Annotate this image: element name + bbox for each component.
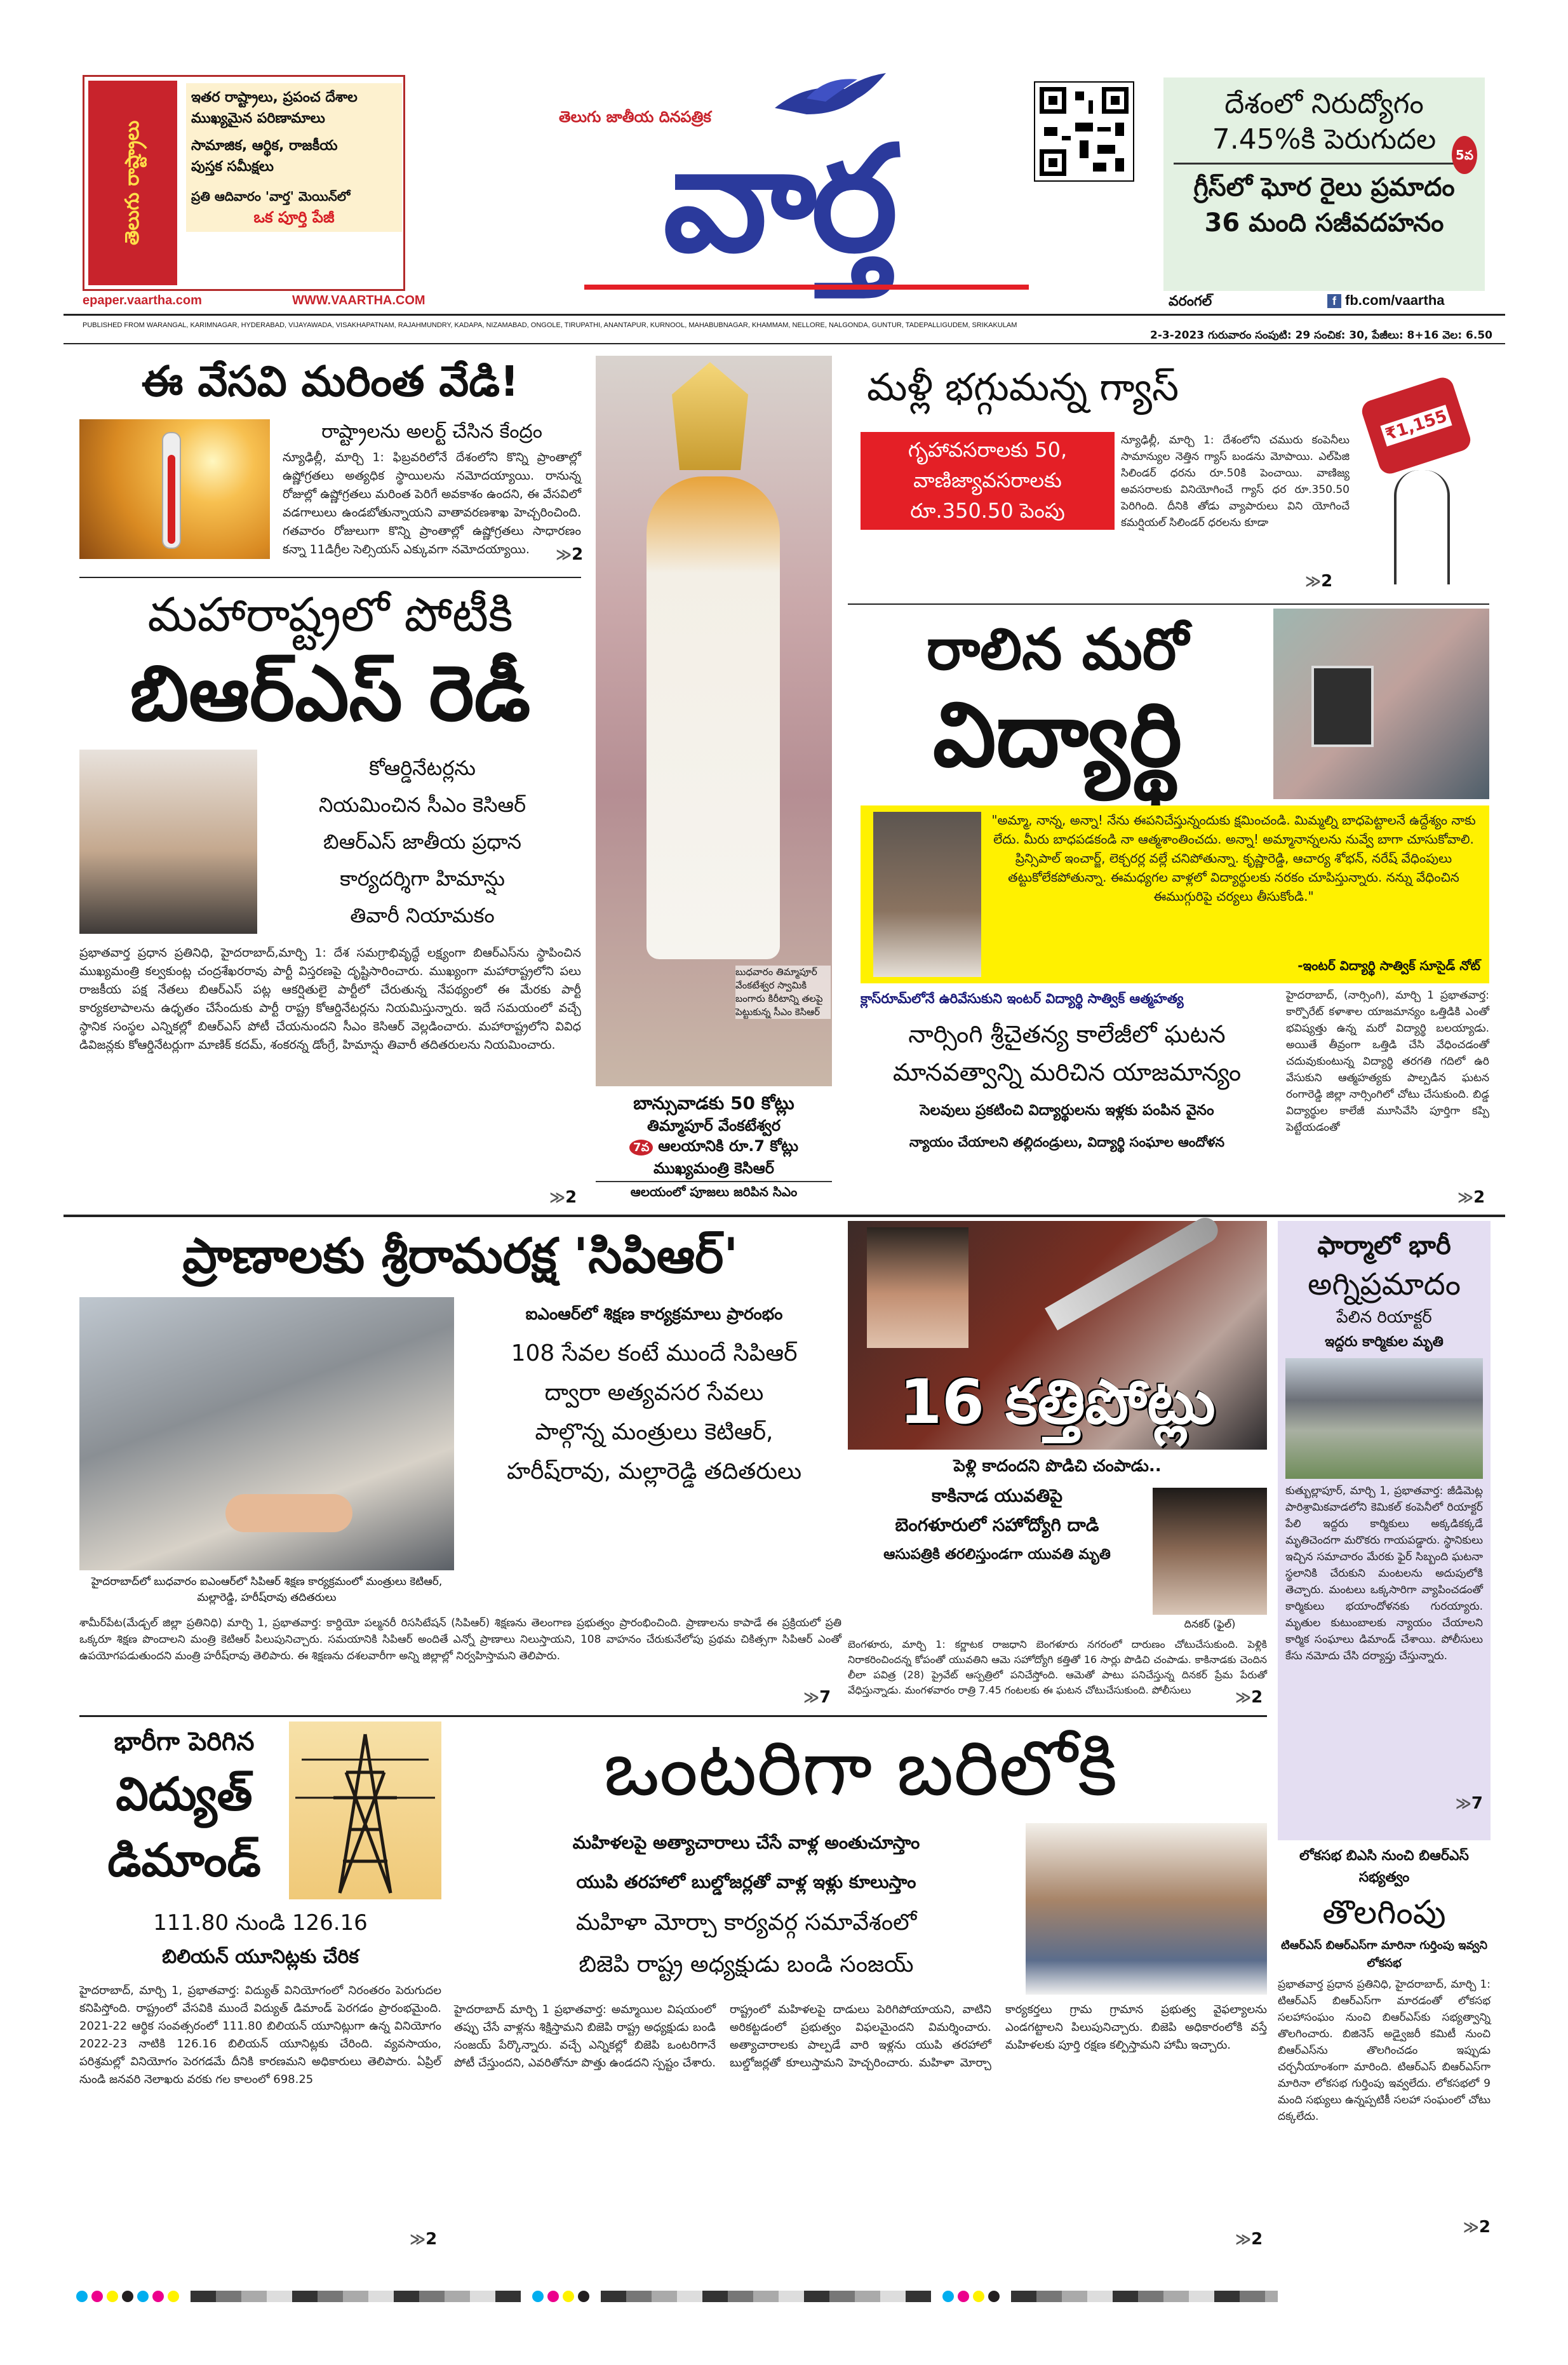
registration-strip bbox=[76, 2287, 1499, 2306]
cpr-kicker: ఐఎంఆర్‌లో శిక్షణ కార్యక్రమాలు ప్రారంభం bbox=[467, 1300, 841, 1328]
gas-body: న్యూఢిల్లీ, మార్చి 1: దేశంలోని చమురు కంపెనీలు సామాన్యుల నెత్తిన గ్యాస్‌ బండను మోపాయి. ఎల్‌పిజి సిలిండర్‌ ధరను రూ.50కి పెంచాయి. వాణిజ్య అవసరాలకు వినియోగించే గ్యాస్‌ ధర రూ.350.50 పెరిగింది. దీనికి తోడు వ్యాపారులు విని యోగించే కమర్షియల్‌ సిలిండర్‌ ధరలను కూడా bbox=[1121, 434, 1350, 529]
promo-line: ముఖ్యమైన పరిణామాలు bbox=[191, 111, 325, 126]
section-divider bbox=[79, 1715, 1267, 1717]
student-story bbox=[848, 609, 1489, 1212]
website-link[interactable]: WWW.VAARTHA.COM bbox=[292, 293, 426, 307]
continued-marker: ≫2 bbox=[1305, 572, 1333, 591]
gas-box-line: వాణిజ్యావసరాలకు bbox=[913, 468, 1062, 492]
brs-sub-line: బిఆర్‌ఎస్‌ జాతీయ ప్రధాన bbox=[323, 830, 521, 854]
continued-marker: ≫2 bbox=[410, 2230, 438, 2249]
cpr-sub-line: హరీష్‌రావు, మల్లారెడ్డి తదితరులు bbox=[506, 1459, 802, 1485]
promo-line: ఇతర రాష్ట్రాలు, ప్రపంచ దేశాల bbox=[191, 90, 358, 105]
gas-box bbox=[861, 432, 1115, 530]
tagline: తెలుగు జాతీయ దినపత్రిక bbox=[559, 108, 711, 126]
teaser2-line1: గ్రీస్‌లో ఘోర రైలు ప్రమాదం bbox=[1193, 173, 1455, 202]
brs-headline: బిఆర్‌ఎస్‌ రెడీ bbox=[130, 650, 531, 738]
cpr-body: శామీర్‌పేట(మేడ్చల్‌ జిల్లా ప్రతినిధి) మార్చి 1, ప్రభాతవార్త: కార్డియో పల్మనరీ రిససిటేషన్‌ (సిపిఆర్‌) శిక్షణను తెలంగాణ ప్రభుత్వం ప్రారంభించింది. ప్రాణాలను కాపాడే ఈ ప్రక్రియలో ప్రతి ఒక్కరూ శిక్షణ పొందాలని మంత్రి కెటిఆర్‌ పిలుపునిచ్చారు. సమయానికి సిపిఆర్‌ అందితే ఎన్నో ప్రాణాలు నిలుస్తాయని, 108 వాహనం చేరుకునేలోపు ప్రథమ చికిత్సగా సిపిఆర్‌ ఎంతో ఉపయోగపడుతుందని మంత్రి హరీష్‌రావు తెలిపారు. ఈ శిక్షణను దశలవారీగా అన్ని జిల్లాల్లో నిర్వహిస్తామని తెలిపారు. bbox=[79, 1617, 841, 1662]
teaser-box[interactable] bbox=[1163, 77, 1485, 291]
published-line: PUBLISHED FROM WARANGAL, KARIMNAGAR, HYDERABAD, VIJAYAWADA, VISAKHAPATNAM, RAJAHMUNDRY, KADAPA, NIZAMABAD, ONGOLE, TIRUPATHI, ANANTAPUR, KURNOOL, MAHABUBNAGAR, KHAMMAM, NELLORE, NALGONDA, GUNTUR, TADEPALLIGUDEM, SRIKAKULAM bbox=[83, 321, 1017, 329]
headline: ఈ వేసవి మరింత వేడి! bbox=[141, 357, 519, 406]
continued-marker: ≫2 bbox=[1235, 2230, 1263, 2249]
gas-cylinder-illustration bbox=[1356, 375, 1489, 591]
brs-body: ప్రభాతవార్త ప్రధాన ప్రతినిధి, హైదరాబాద్‌,మార్చి 1: దేశ సమగ్రాభివృద్ధే లక్ష్యంగా బిఆర్‌ఎస్‌ను స్థాపించిన ముఖ్యమంత్రి కల్వకుంట్ల చంద్రశేఖరరావు పార్టీ విస్తరణపై దృష్టిసారించారు. ముఖ్యంగా మహారాష్ట్రలోని పలు రాజకీయ పక్ష నేతలు బిఆర్‌ఎస్‌ పట్ల ఆకర్షితులై పార్టీలో చేరుతున్న నేపథ్యంలో ఈ మేరకు పార్టీ కార్యకలాపాలను ఉధృతం చేసేందుకు పార్టీ రాష్ట్ర కోఆర్డినేటర్లను నియమిస్తున్నారు. ఇదే సమయంలో వచ్చే స్థానిక సంస్థల ఎన్నికల్లో బిఆర్‌ఎస్‌ పోటీ చేయనుందని సీఎం కెసిఆర్‌ వెల్లడించారు. మహారాష్ట్రలోని వివిధ డివిజన్లకు కోఆర్డినేటర్లుగా మాణిక్‌ కదమ్‌, శంకరన్న డోంగ్రే, హిమాన్షు తివారీ తదితరులను నియమించారు. bbox=[79, 946, 581, 1052]
brs-sub-line: తివారీ నియామకం bbox=[350, 903, 495, 927]
power-body: హైదరాబాద్‌, మార్చి 1, ప్రభాతవార్త: విద్యుత్‌ వినియోగంలో నిరంతరం పెరుగుదల కనిపిస్తోంది. రాష్ట్రంలో వేసవికి ముందే విద్యుత్‌ డిమాండ్‌ పెరగడం ప్రారంభమైంది. 2021-22 ఆర్థిక సంవత్సరంలో 111.80 బిలియన్‌ యూనిట్లుగా ఉన్న వినియోగం 2022-23 నాటికి 126.16 బిలియన్‌ యూనిట్లకు చేరింది. వ్యవసాయం, పరిశ్రమల్లో వినియోగం పెరగడమే దీనికి కారణమని అధికారులు తెలిపారు. ఏప్రిల్‌ నుండి జనవరి నెలాఖరు వరకు గల కాలంలో 698.25 bbox=[79, 1984, 441, 2086]
bandi-story bbox=[454, 1722, 1267, 2255]
brs-story bbox=[79, 583, 581, 1212]
bandi-headline: ఒంటరిగా బరిలోకి bbox=[603, 1725, 1118, 1813]
bandi-photo bbox=[1026, 1823, 1267, 1995]
gas-box-line: రూ.350.50 పెంపు bbox=[910, 499, 1065, 523]
promo-badge: తెలుగు రాష్ట్రాలు bbox=[88, 81, 177, 285]
teaser1-line1: దేశంలో నిరుద్యోగం bbox=[1224, 88, 1424, 120]
dinakar-caption: దినకర్‌ (ఫైల్‌) bbox=[1184, 1618, 1236, 1630]
section-divider bbox=[64, 1215, 1505, 1217]
satvik-photo bbox=[873, 812, 981, 977]
page-badge: 5వ bbox=[1452, 136, 1477, 174]
kcr-photo bbox=[596, 356, 832, 1086]
color-dots bbox=[532, 2291, 589, 2302]
cpr-dummy bbox=[225, 1494, 352, 1532]
brs-sub bbox=[264, 750, 581, 934]
divider bbox=[848, 603, 1489, 605]
kcr-line: బాన్సువాడకు 50 కోట్లు bbox=[633, 1093, 794, 1114]
cpr-sub bbox=[467, 1334, 841, 1492]
student-body: హైదరాబాద్‌, (నార్సింగి), మార్చి 1 ప్రభాతవార్త: కార్పొరేట్‌ కళాశాల యాజమాన్యం ఒత్తిడికి ఎంతో భవిష్యత్తు ఉన్న మరో విద్యార్థి బలయ్యాడు. అయితే తీవ్రంగా ఒత్తిడి చేసి వేధించడంతో చదువుకుంటున్న విద్యార్థి తరగతి గదిలో ఉరి వేసుకుని ఆత్మహత్యకు పాల్పడిన ఘటన రంగారెడ్డి జిల్లా నార్సింగిలో చోటు చేసుకుంది. బిడ్డ విద్యార్థుల కాలేజీ మూసివేసి పూర్తిగా కప్పి పెట్టేయడంతో bbox=[1286, 989, 1489, 1134]
teaser2-line2: 36 మంది సజీవదహనం bbox=[1204, 208, 1444, 238]
knife-icon bbox=[1045, 1213, 1223, 1331]
pharma-body: కుత్బుల్లాపూర్‌, మార్చి 1, ప్రభాతవార్త: జీడిమెట్ల పారిశ్రామికవాడలోని కెమికల్‌ కంపెనీలో రియాక్టర్‌ పేలి ఇద్దరు కార్మికులు అక్కడికక్కడే మృతిచెందగా మరొకరు గాయపడ్డారు. స్థానికులు ఇచ్చిన సమాచారం మేరకు ఫైర్‌ సిబ్బంది ఘటనా స్థలానికి చేరుకుని మంటలను అదుపులోకి తెచ్చారు. మంటలు ఒక్కసారిగా వ్యాపించడంతో కార్మికులు భయాందోళనకు గురయ్యారు. మృతుల కుటుంబాలకు న్యాయం చేయాలని కార్మిక సంఘాలు డిమాండ్‌ చేశాయి. పోలీసులు కేసు నమోదు చేసి దర్యాప్తు చేస్తున్నారు. bbox=[1285, 1485, 1483, 1662]
stab-headline: 16 కత్తిపోట్లు bbox=[899, 1366, 1216, 1438]
stab-line: బెంగళూరులో సహోద్యోగి దాడి bbox=[895, 1514, 1099, 1535]
color-dots bbox=[942, 2291, 1000, 2302]
cpr-photo bbox=[79, 1297, 454, 1570]
divider bbox=[79, 577, 581, 578]
pharma-sub2: ఇద్దరు కార్మికుల మృతి bbox=[1325, 1334, 1444, 1350]
loksabha-story bbox=[1278, 1845, 1491, 2252]
power-title1: విద్యుత్‌ bbox=[116, 1767, 253, 1821]
bandi-line: మహిళలపై అత్యాచారాలు చేసే వాళ్ల అంతుచూస్తాం bbox=[572, 1832, 920, 1853]
student-headline: విద్యార్థి bbox=[932, 684, 1183, 787]
facebook-icon: f bbox=[1327, 294, 1341, 308]
cpr-sub-line: 108 సేవల కంటే ముందే సిపిఆర్‌ bbox=[511, 1340, 798, 1366]
facebook-link[interactable]: f fb.com/vaartha bbox=[1327, 292, 1486, 309]
victim-photo bbox=[867, 1227, 968, 1348]
power-title2: డిమాండ్‌ bbox=[107, 1833, 261, 1887]
top-rule bbox=[64, 314, 1505, 316]
loksabha-sub: టిఆర్‌ఎస్‌ బిఆర్‌ఎస్‌గా మారినా గుర్తింపు ఇవ్వని లోకసభ bbox=[1281, 1939, 1487, 1970]
masthead-title: వార్త bbox=[663, 115, 893, 285]
bandi-line: యుపి తరహాలో బుల్డోజర్లతో వాళ్ల ఇళ్లు కూలుస్తాం bbox=[576, 1871, 916, 1892]
suicide-note bbox=[861, 805, 1489, 983]
promo-line: పుస్తక సమీక్షలు bbox=[191, 159, 274, 175]
brs-sub-line: నియమించిన సీఎం కెసిఆర్‌ bbox=[318, 793, 526, 817]
bandi-lines bbox=[473, 1823, 1019, 1986]
power-kicker: భారీగా పెరిగిన bbox=[114, 1727, 255, 1756]
note-signature: -ఇంటర్‌ విద్యార్థి సాత్విక్‌ సూసైడ్‌ నోట్‌ bbox=[1297, 958, 1480, 973]
power-story bbox=[79, 1722, 441, 2255]
cpr-sub-line: ద్వారా అత్యవసర సేవలు bbox=[544, 1380, 764, 1406]
student-h5: న్యాయం చేయాలని తల్లిదండ్రులు, విద్యార్థి సంఘాల ఆందోళన bbox=[909, 1135, 1225, 1150]
brs-sub-line: కోఆర్డినేటర్లను bbox=[369, 756, 476, 780]
student-h4: సెలవులు ప్రకటించి విద్యార్థులను ఇళ్లకు పంపిన వైనం bbox=[920, 1102, 1214, 1119]
masthead-underline bbox=[584, 285, 1029, 290]
student-kicker: రాలిన మరో bbox=[926, 616, 1189, 683]
kcr-line: ఆలయంలో పూజలు జరిపిన సిఎం bbox=[596, 1181, 832, 1201]
cpr-story bbox=[79, 1221, 841, 1710]
dateline: 2-3-2023 గురువారం సంపుటి: 29 సంచిక: 30, పేజీలు: 8+16 వెల: 6.50 bbox=[1150, 329, 1492, 342]
note-text: "అమ్మా, నాన్న, అన్నా! నేను ఈపనిచేస్తున్నందుకు క్షమించండి. మిమ్మల్ని బాధపెట్టాలనే ఉద్దేశ్యం నాకు లేదు. మీరు బాధపడకండి నా ఆత్మశాంతించదు. అన్నా! అమ్మానాన్నలను నువ్వే బాగా చూసుకోవాలి. ప్రిన్సిపాల్‌ ఇంచార్జ్‌, లెక్చరర్ల వల్లే చనిపోతున్నా. కృష్ణారెడ్డి, ఆచార్య శోభన్‌, నరేష్‌ వేధింపులు తట్టుకోలేకపోతున్నా. ఈమధ్యగల వాళ్లలో విద్యార్థులకు నరకం చూపిస్తున్నారు. నన్ను వేధించిన ఈముగ్గురిపై చర్యలు తీసుకోండి." bbox=[991, 812, 1476, 904]
loksabha-body: ప్రభాతవార్త ప్రధాన ప్రతినిధి, హైదరాబాద్‌, మార్చి 1: టిఆర్‌ఎస్‌ బిఆర్‌ఎస్‌గా మారడంతో లోకసభ సలహాసంఘం నుంచి బిఆర్‌ఎస్‌కు సభ్యత్వాన్ని తొలగించారు. బిజినెస్‌ అడ్వైజరీ కమిటీ నుంచి బిఆర్‌ఎస్‌ను తొలగించడం ఇప్పుడు చర్చనీయాంశంగా మారింది. టిఆర్‌ఎస్‌ బిఆర్‌ఎస్‌గా మారినా లోకసభ గుర్తింపు ఇవ్వలేదు. లోకసభలో 9 మంది సభ్యులు ఉన్నప్పటికీ సలహా సంఘంలో చోటు దక్కలేదు. bbox=[1278, 1978, 1491, 2123]
bandi-line: బిజెపి రాష్ట్ర అధ్యక్షుడు బండి సంజయ్‌ bbox=[579, 1951, 914, 1978]
man-figure bbox=[1394, 470, 1450, 584]
promo-line: ప్రతి ఆదివారం 'వార్త' మెయిన్‌లో bbox=[191, 189, 351, 204]
stab-line: కాకినాడ యువతిపై bbox=[931, 1485, 1063, 1506]
kcr-caption-block bbox=[596, 1091, 832, 1203]
himanshu-photo bbox=[79, 750, 257, 934]
gray-bar bbox=[1011, 2291, 1278, 2302]
fire-photo bbox=[1285, 1358, 1483, 1479]
kcr-line: ముఖ్యమంత్రి కెసిఆర్‌ bbox=[653, 1159, 774, 1177]
dinakar-photo bbox=[1153, 1488, 1267, 1615]
thermometer-icon bbox=[162, 432, 181, 549]
cpr-caption: హైదరాబాద్‌లో బుధవారం ఐఎంఆర్‌లో సిపిఆర్‌ శిక్షణ కార్యక్రమంలో మంత్రులు కెటిఆర్‌, మల్లారెడ్డి, హరీష్‌రావు తదితరులు bbox=[91, 1575, 443, 1604]
top-rule-2 bbox=[64, 343, 1505, 344]
stab-line: ఆసుపత్రికి తరలిస్తుండగా యువతి మృతి bbox=[883, 1546, 1111, 1563]
epaper-link[interactable]: epaper.vaartha.com bbox=[83, 293, 202, 307]
student-h3: మానవత్వాన్ని మరిచిన యాజమాన్యం bbox=[892, 1058, 1242, 1086]
stab-body: బెంగళూరు, మార్చి 1: కర్ణాటక రాజధాని బెంగళూరు నగరంలో దారుణం చోటుచేసుకుంది. పెళ్లికి నిరాకరించిందన్న కోపంతో యువతిని ఆమె సహోద్యోగి కత్తితో 16 సార్లు పొడిచి చంపాడు. కాకినాడకు చెందిన లీలా పవిత్ర (28) ప్రైవేట్‌ ఆస్పత్రిలో పనిచేస్తోంది. ఆమెతో పాటు పనిచేస్తున్న దినకర్‌ ప్రేమ పేరుతో వేధిస్తున్నాడు. మంగళవారం రాత్రి 7.45 గంటలకు ఈ ఘటన చోటుచేసుకుంది. పోలీసులు bbox=[848, 1638, 1267, 1696]
student-h1: క్లాస్‌రూమ్‌లోనే ఉరివేసుకుని ఇంటర్‌ విద్యార్థి సాత్విక్‌ ఆత్మహత్య bbox=[861, 991, 1184, 1006]
promo-red-line: ఒక పూర్తి పేజీ bbox=[253, 208, 335, 226]
gas-headline: మళ్లీ భగ్గుమన్న గ్యాస్‌ bbox=[867, 365, 1179, 410]
cm-figure bbox=[647, 476, 780, 959]
transmission-tower-icon bbox=[289, 1722, 441, 1899]
promo-lines bbox=[186, 83, 402, 232]
golden-crown bbox=[672, 362, 748, 470]
stab-graphic bbox=[848, 1221, 1267, 1450]
pharma-story bbox=[1278, 1221, 1491, 1840]
continued-marker: ≫7 bbox=[803, 1688, 831, 1707]
power-tower-illustration bbox=[289, 1722, 441, 1899]
continued-marker: ≫2 bbox=[556, 545, 584, 564]
qr-code-icon[interactable] bbox=[1034, 81, 1134, 182]
kcr-line: 7వ ఆలయానికి రూ.7 కోట్లు bbox=[596, 1136, 832, 1158]
bandi-body: హైదరాబాద్‌ మార్చి 1 ప్రభాతవార్త: అమ్మాయిల విషయంలో తప్పు చేసే వాళ్లను శిక్షిస్తామని బిజెపి రాష్ట్ర అధ్యక్షుడు బండి సంజయ్‌ పేర్కొన్నారు. వచ్చే ఎన్నికల్లో బిజెపి ఒంటరిగానే పోటీ చేస్తుందని, ఎవరితోనూ పొత్తు ఉండదని స్పష్టం చేశారు. రాష్ట్రంలో మహిళలపై దాడులు పెరిగిపోయాయని, వాటిని అరికట్టడంలో ప్రభుత్వం విఫలమైందని విమర్శించారు. అత్యాచారాలకు పాల్పడే వారి ఇళ్లను యుపి తరహాలో బుల్డోజర్లతో కూలుస్తామని హెచ్చరించారు. మహిళా మోర్చా కార్యకర్తలు గ్రామ గ్రామాన ప్రభుత్వ వైఫల్యాలను ఎండగట్టాలని పిలుపునిచ్చారు. బిజెపి అధికారంలోకి వస్తే మహిళలకు పూర్తి రక్షణ కల్పిస్తామని హామీ ఇచ్చారు. bbox=[454, 2003, 1267, 2070]
page-badge: 7వ bbox=[629, 1140, 653, 1156]
teaser1-line2: 7.45%కి పెరుగుదల 5వ bbox=[1174, 122, 1475, 158]
kcr-line: తిమ్మాపూర్‌ వేంకటేశ్వర bbox=[647, 1117, 781, 1135]
continued-marker: ≫7 bbox=[1455, 1794, 1483, 1813]
stab-lines bbox=[848, 1481, 1146, 1569]
pharma-sub1: పేలిన రియాక్టర్‌ bbox=[1336, 1308, 1432, 1327]
heat-body: న్యూఢిల్లీ, మార్చి 1: ఫిబ్రవరిలోనే దేశంలోని కొన్ని ప్రాంతాల్లో ఉష్ణోగ్రతలు అత్యధిక స్థాయిలను నమోదయ్యాయి. రానున్న రోజుల్లో ఉష్ణోగ్రతలు మరింత పెరిగే అవకాశం ఉందని, ఈ వేసవిలో వడగాలులు ఉండబోతున్నాయని వాతావరణశాఖ హెచ్చరించింది. గతవారం రోజులుగా కొన్ని ప్రాంతాల్లో ఉష్ణోగ్రతలు సాధారణం కన్నా 11డిగ్రీల సెల్సియస్‌ ఎక్కువగా నమోదయ్యాయి. bbox=[283, 450, 581, 556]
student-h2: నార్సింగి శ్రీచైతన్య కాలేజీలో ఘటన bbox=[908, 1020, 1226, 1048]
loksabha-kicker: లోకసభ బిఎసి నుంచి బిఆర్‌ఎస్‌ సభ్యత్వం bbox=[1299, 1848, 1469, 1885]
power-sub1: 111.80 నుండి 126.16 bbox=[153, 1910, 368, 1936]
cpr-headline: ప్రాణాలకు శ్రీరామరక్ష 'సిపిఆర్‌' bbox=[182, 1227, 739, 1284]
gray-bar bbox=[191, 2291, 521, 2302]
price-label: ₹1,155 bbox=[1380, 405, 1452, 447]
color-dots bbox=[76, 2291, 179, 2302]
edition-label: వరంగల్ bbox=[1169, 293, 1212, 309]
parents-photo bbox=[1273, 609, 1489, 799]
brs-kicker: మహారాష్ట్రలో పోటీకి bbox=[147, 588, 513, 642]
continued-marker: ≫2 bbox=[549, 1188, 577, 1207]
power-sub2: బిలియన్‌ యూనిట్లకు చేరిక bbox=[162, 1946, 359, 1968]
cpr-sub-line: పాల్గొన్న మంత్రులు కెటిఆర్‌, bbox=[535, 1419, 774, 1445]
photo-caption: బుధవారం తిమ్మాపూర్‌ వేంకటేశ్వర స్వామికి బంగారు కిరీటాన్ని తలపై పెట్టుకున్న సీఎం కెసిఆర్‌ bbox=[735, 966, 831, 1019]
brs-sub-line: కార్యదర్శిగా హిమాన్షు bbox=[340, 866, 505, 891]
held-photo bbox=[1311, 666, 1374, 747]
heat-story bbox=[79, 356, 584, 572]
continued-marker: ≫2 bbox=[1463, 2218, 1491, 2237]
gas-box-line: గృహావసరాలకు 50, bbox=[908, 438, 1068, 462]
stab-sub: పెళ్లి కాదందని పొడిచి చంపాడు.. bbox=[953, 1457, 1162, 1476]
promo-line: సామాజిక, ఆర్థిక, రాజకీయ bbox=[191, 138, 338, 154]
pharma-title2: అగ్నిప్రమాదం bbox=[1307, 1267, 1461, 1302]
gas-story bbox=[848, 356, 1489, 603]
heat-subtitle: రాష్ట్రాలను అలర్ట్‌ చేసిన కేంద్రం bbox=[321, 421, 542, 443]
cylinder-icon bbox=[1359, 375, 1473, 476]
stab-story bbox=[848, 1221, 1267, 1710]
pharma-title1: ఫార్మాలో భారీ bbox=[1317, 1231, 1451, 1260]
promo-box bbox=[83, 75, 405, 291]
loksabha-headline: తొలగింపు bbox=[1322, 1894, 1446, 1932]
continued-marker: ≫2 bbox=[1457, 1188, 1485, 1207]
gray-bar bbox=[601, 2291, 931, 2302]
continued-marker: ≫2 bbox=[1235, 1688, 1263, 1707]
bandi-line: మహిళా మోర్చా కార్యవర్గ సమావేశంలో bbox=[575, 1910, 917, 1936]
heat-photo bbox=[79, 419, 270, 559]
